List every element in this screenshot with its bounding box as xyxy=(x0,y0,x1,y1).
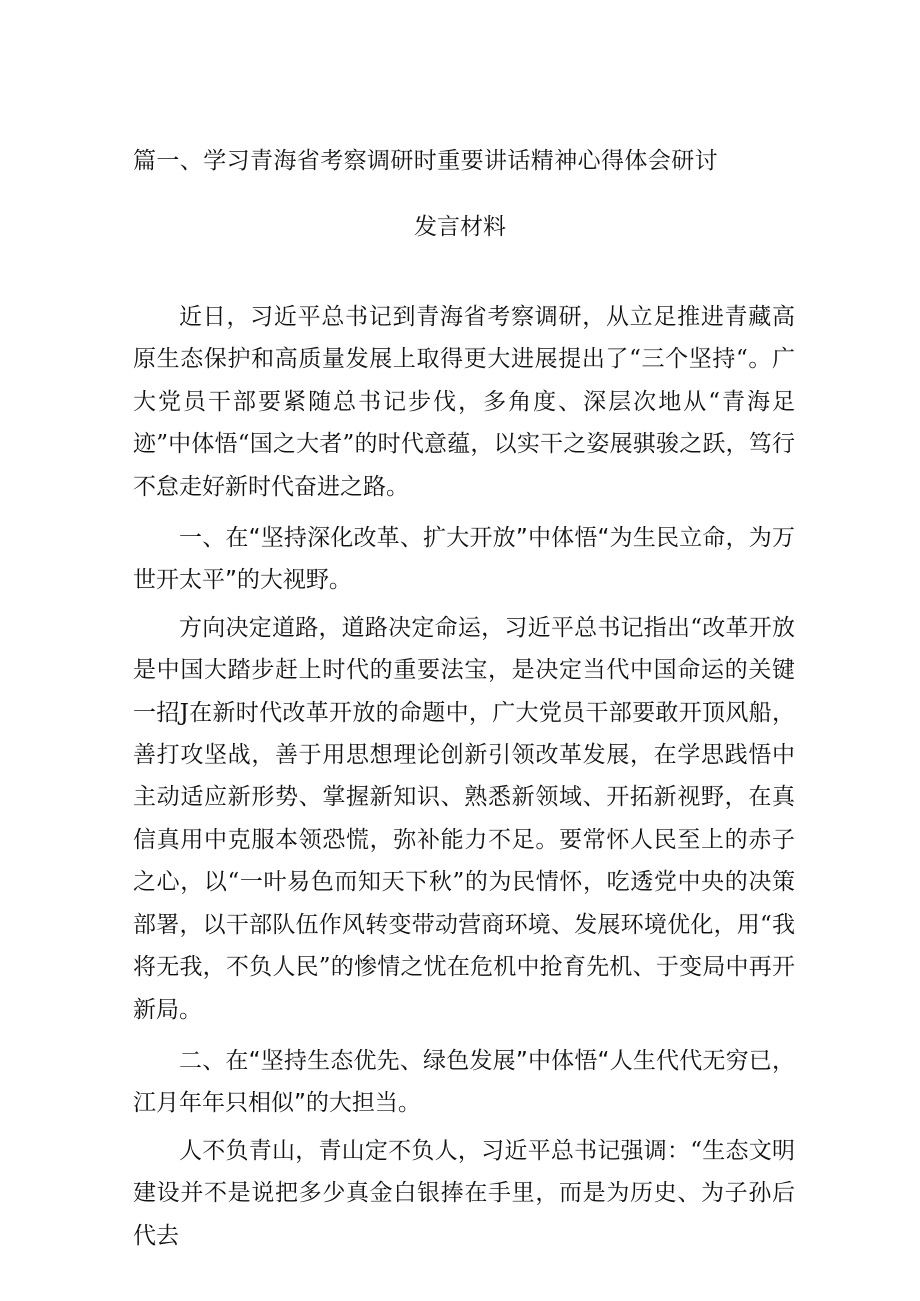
body-paragraph: 人不负青山，青山定不负人，习近平总书记强调：“生态文明建设并不是说把多少真金白银捧在手里，而是为历史、为子孙后代去 xyxy=(133,1137,795,1249)
document-title: 篇一、学习青海省考察调研时重要讲话精神心得体会研讨 xyxy=(133,148,718,174)
document-body xyxy=(133,296,795,1257)
section-heading-2: 二、在“坚持生态优先、绿色发展”中体悟“人生代代无穷已，江月年年只相似”的大担当。 xyxy=(133,1047,795,1117)
section-heading-1: 一、在“坚持深化改革、扩大开放”中体悟“为生民立命，为万世开太平”的大视野。 xyxy=(133,525,795,594)
document-title-continued: 发言材料 xyxy=(414,214,506,240)
body-paragraph: 方向决定道路，道路决定命运，习近平总书记指出“改革开放是中国大踏步赶上时代的重要法宝，是决定当代中国命运的关键一招J在新时代改革开放的命题中，广大党员干部要敢开顶风船，善打攻坚战，善于用思想理论创新引领改革发展，在学思践悟中主动适应新形势、掌握新知识、熟悉新领域、开拓新视野，在真信真用中克服本领恐慌，弥补能力不足。要常怀人民至上的赤子之心，以“一叶易色而知天下秋”的为民情怀，吃透党中央的决策部署，以干部队伍作风转变带动营商环境、发展环境优化，用“我将无我，不负人民”的惨情之忧在危机中抢育先机、于变局中再开新局。 xyxy=(133,614,795,1023)
body-paragraph: 近日，习近平总书记到青海省考察调研，从立足推进青藏高原生态保护和高质量发展上取得更大进展提出了“三个坚持“。广大党员干部要紧随总书记步伐，多角度、深层次地从“青海足迹”中体悟“国之大者”的时代意蕴，以实干之姿展骐骏之跃，笃行不怠走好新时代奋进之路。 xyxy=(133,304,795,500)
